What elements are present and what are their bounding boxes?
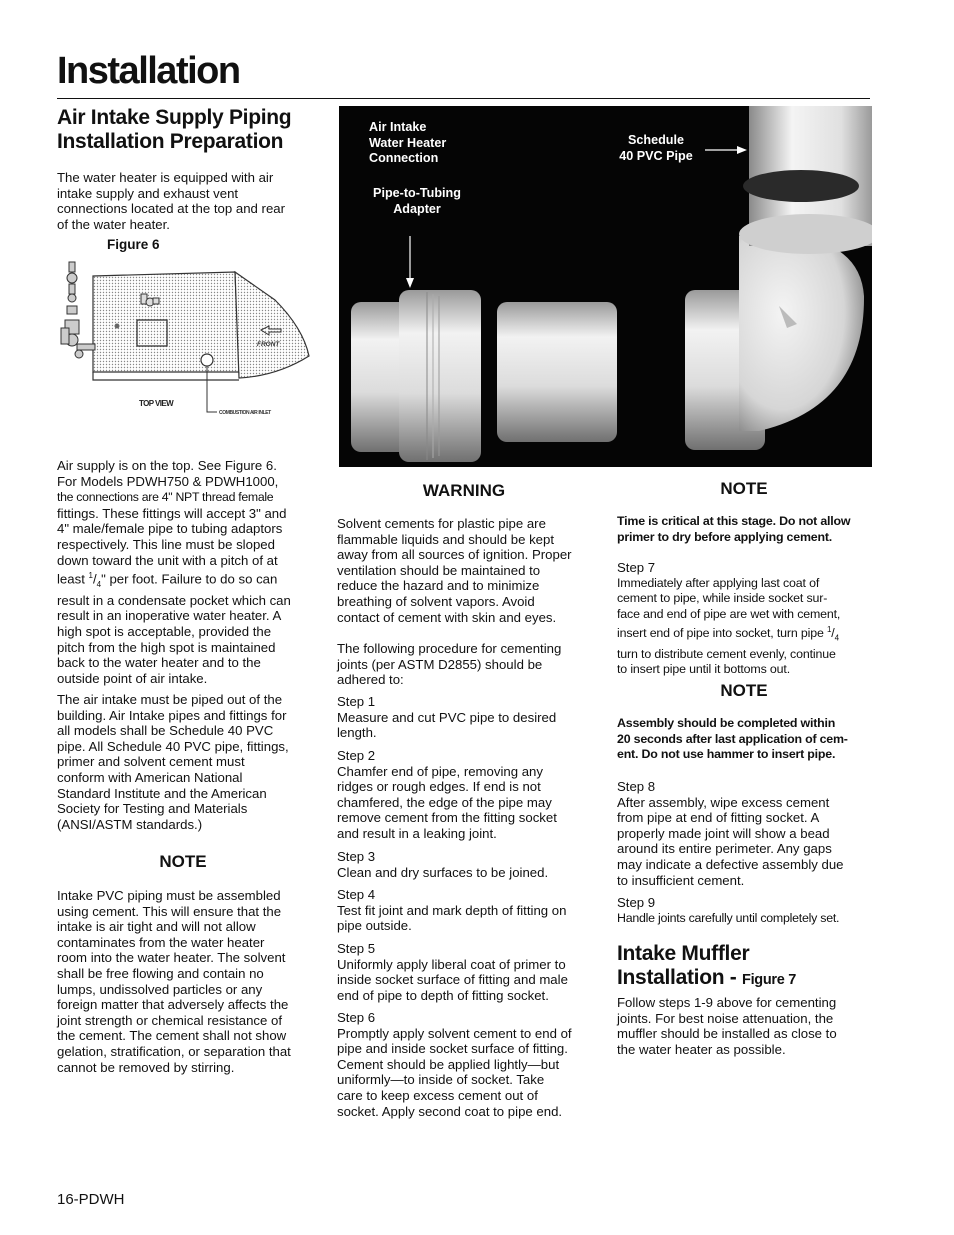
left-column (57, 106, 309, 232)
step-9: Step 9 Handle joints carefully until completely set. (617, 895, 840, 925)
pipe-to-tubing-adapter-label: Pipe-to-Tubing Adapter (373, 186, 461, 216)
intake-muffler-heading: Intake Muffler Installation - Figure 7 (617, 942, 797, 989)
figure-6-top-view-diagram (57, 258, 315, 420)
right-note-2-heading: NOTE (720, 681, 768, 700)
pvc-fittings-photo (339, 106, 872, 467)
step-2: Step 2 Chamfer end of pipe, removing any ridges or rough edges. If end is not chamfered, the edge of the pipe may remove cement from the fitting socket and result in a leaking joint. (337, 748, 557, 841)
photo-callout-arrows (339, 106, 872, 467)
section-heading (57, 106, 309, 154)
schedule-40-pvc-pipe-label: Schedule 40 PVC Pipe (619, 133, 693, 163)
step-5: Step 5 Uniformly apply liberal coat of primer to inside socket surface of fitting and male end of pipe to depth of fitting socket. (337, 941, 568, 1003)
air-supply-paragraph: Air supply is on the top. See Figure 6. For Models PDWH750 & PDWH1000, the connections are 4" NPT thread female fittings. These fittings will accept 3" and 4" male/female pipe to tubing adaptors respectively. This line must be sloped down toward the unit with a pitch of at least $^1/_4$" per foot. Failure to do so can result in a condensate pocket which can result in an inoperative water heater. A high spot is acceptable, provided the pitch from the high spot is maintained back to the water heater and to the outside point of air intake. (57, 458, 291, 686)
pipe-arrow-head (737, 146, 747, 154)
figure-6-caption: Figure 6 (107, 237, 160, 252)
right-note-2-text: Assembly should be completed within 20 seconds after last application of cem- ent. Do not use hammer to insert pipe. (617, 716, 848, 762)
section-heading-line2: Installation Preparation (57, 130, 284, 153)
warning-heading: WARNING (422, 481, 506, 500)
adapter-arrow-head (406, 278, 414, 288)
air-intake-connection-label: Air Intake Water Heater Connection (369, 120, 447, 165)
step-4: Step 4 Test fit joint and mark depth of fitting on pipe outside. (337, 887, 567, 934)
schedule-40-paragraph: The air intake must be piped out of the building. Air Intake pipes and fittings for all models shall be Schedule 40 PVC pipe. All Schedule 40 PVC pipe, fittings, primer and solvent cement must conform with American National Standard Institute and the American Society for Testing and Materials (ANSI/ASTM standards.) (57, 692, 289, 832)
step-7: Step 7 Immediately after applying last coat of cement to pipe, while inside socket sur- face and end of pipe are wet with cement, insert end of pipe into socket, turn pipe $^1/_4$ turn to distribute cement evenly, continue to insert pipe until it bottoms out. (617, 560, 841, 677)
procedure-intro: The following procedure for cementing joints (per ASTM D2855) should be adhered to: (337, 641, 562, 688)
title-rule (57, 98, 870, 99)
step-8: Step 8 After assembly, wipe excess cement from pipe at end of fitting socket. A properly made joint will show a bead around its entire perimeter. Any gaps may indicate a defective assembly due to insufficient cement. (617, 779, 844, 888)
step-6: Step 6 Promptly apply solvent cement to end of pipe and inside socket surface of fitting. Cement should be applied lightly—but uniformly—to inside of socket. Take care to keep excess cement out of socket. Apply second coat to pipe end. (337, 1010, 572, 1119)
combustion-air-inlet-label: COMBUSTION AIR INLET (219, 410, 271, 416)
front-label: FRONT (257, 341, 280, 348)
left-note-text: Intake PVC piping must be assembled using cement. This will ensure that the intake is air tight and will not allow contaminates from the water heater room into the water heater. The solvent shall be free flowing and contain no lumps, undissolved particles or any foreign matter that adversely affects the joint strength or chemical resistance of the cement. The cement shall not show gelation, stratification, or separation that cannot be removed by stirring. (57, 888, 291, 1075)
figure-7-reference: Figure 7 (742, 972, 797, 988)
step-1: Step 1 Measure and cut PVC pipe to desired length. (337, 694, 557, 741)
left-note-heading: NOTE (159, 852, 207, 871)
section-heading-line1: Air Intake Supply Piping (57, 106, 292, 129)
page-title: Installation (57, 50, 240, 92)
right-note-1-heading: NOTE (720, 479, 768, 498)
intake-muffler-text: Follow steps 1-9 above for cementing joints. For best noise attenuation, the muffler should be installed as close to the water heater as possible. (617, 995, 837, 1057)
right-note-1-text: Time is critical at this stage. Do not allow primer to dry before applying cement. (617, 514, 851, 544)
intro-paragraph: The water heater is equipped with air intake supply and exhaust vent connections located at the top and rear of the water heater. (57, 170, 286, 232)
step-3: Step 3 Clean and dry surfaces to be joined. (337, 849, 549, 880)
page-number: 16-PDWH (57, 1191, 125, 1208)
warning-text: Solvent cements for plastic pipe are flammable liquids and should be kept away from all sources of ignition. Proper ventilation should be maintained to reduce the hazard and to minimize breathing of solvent vapors. Avoid contact of cement with skin and eyes. (337, 516, 572, 625)
top-view-label: TOP VIEW (139, 399, 174, 408)
